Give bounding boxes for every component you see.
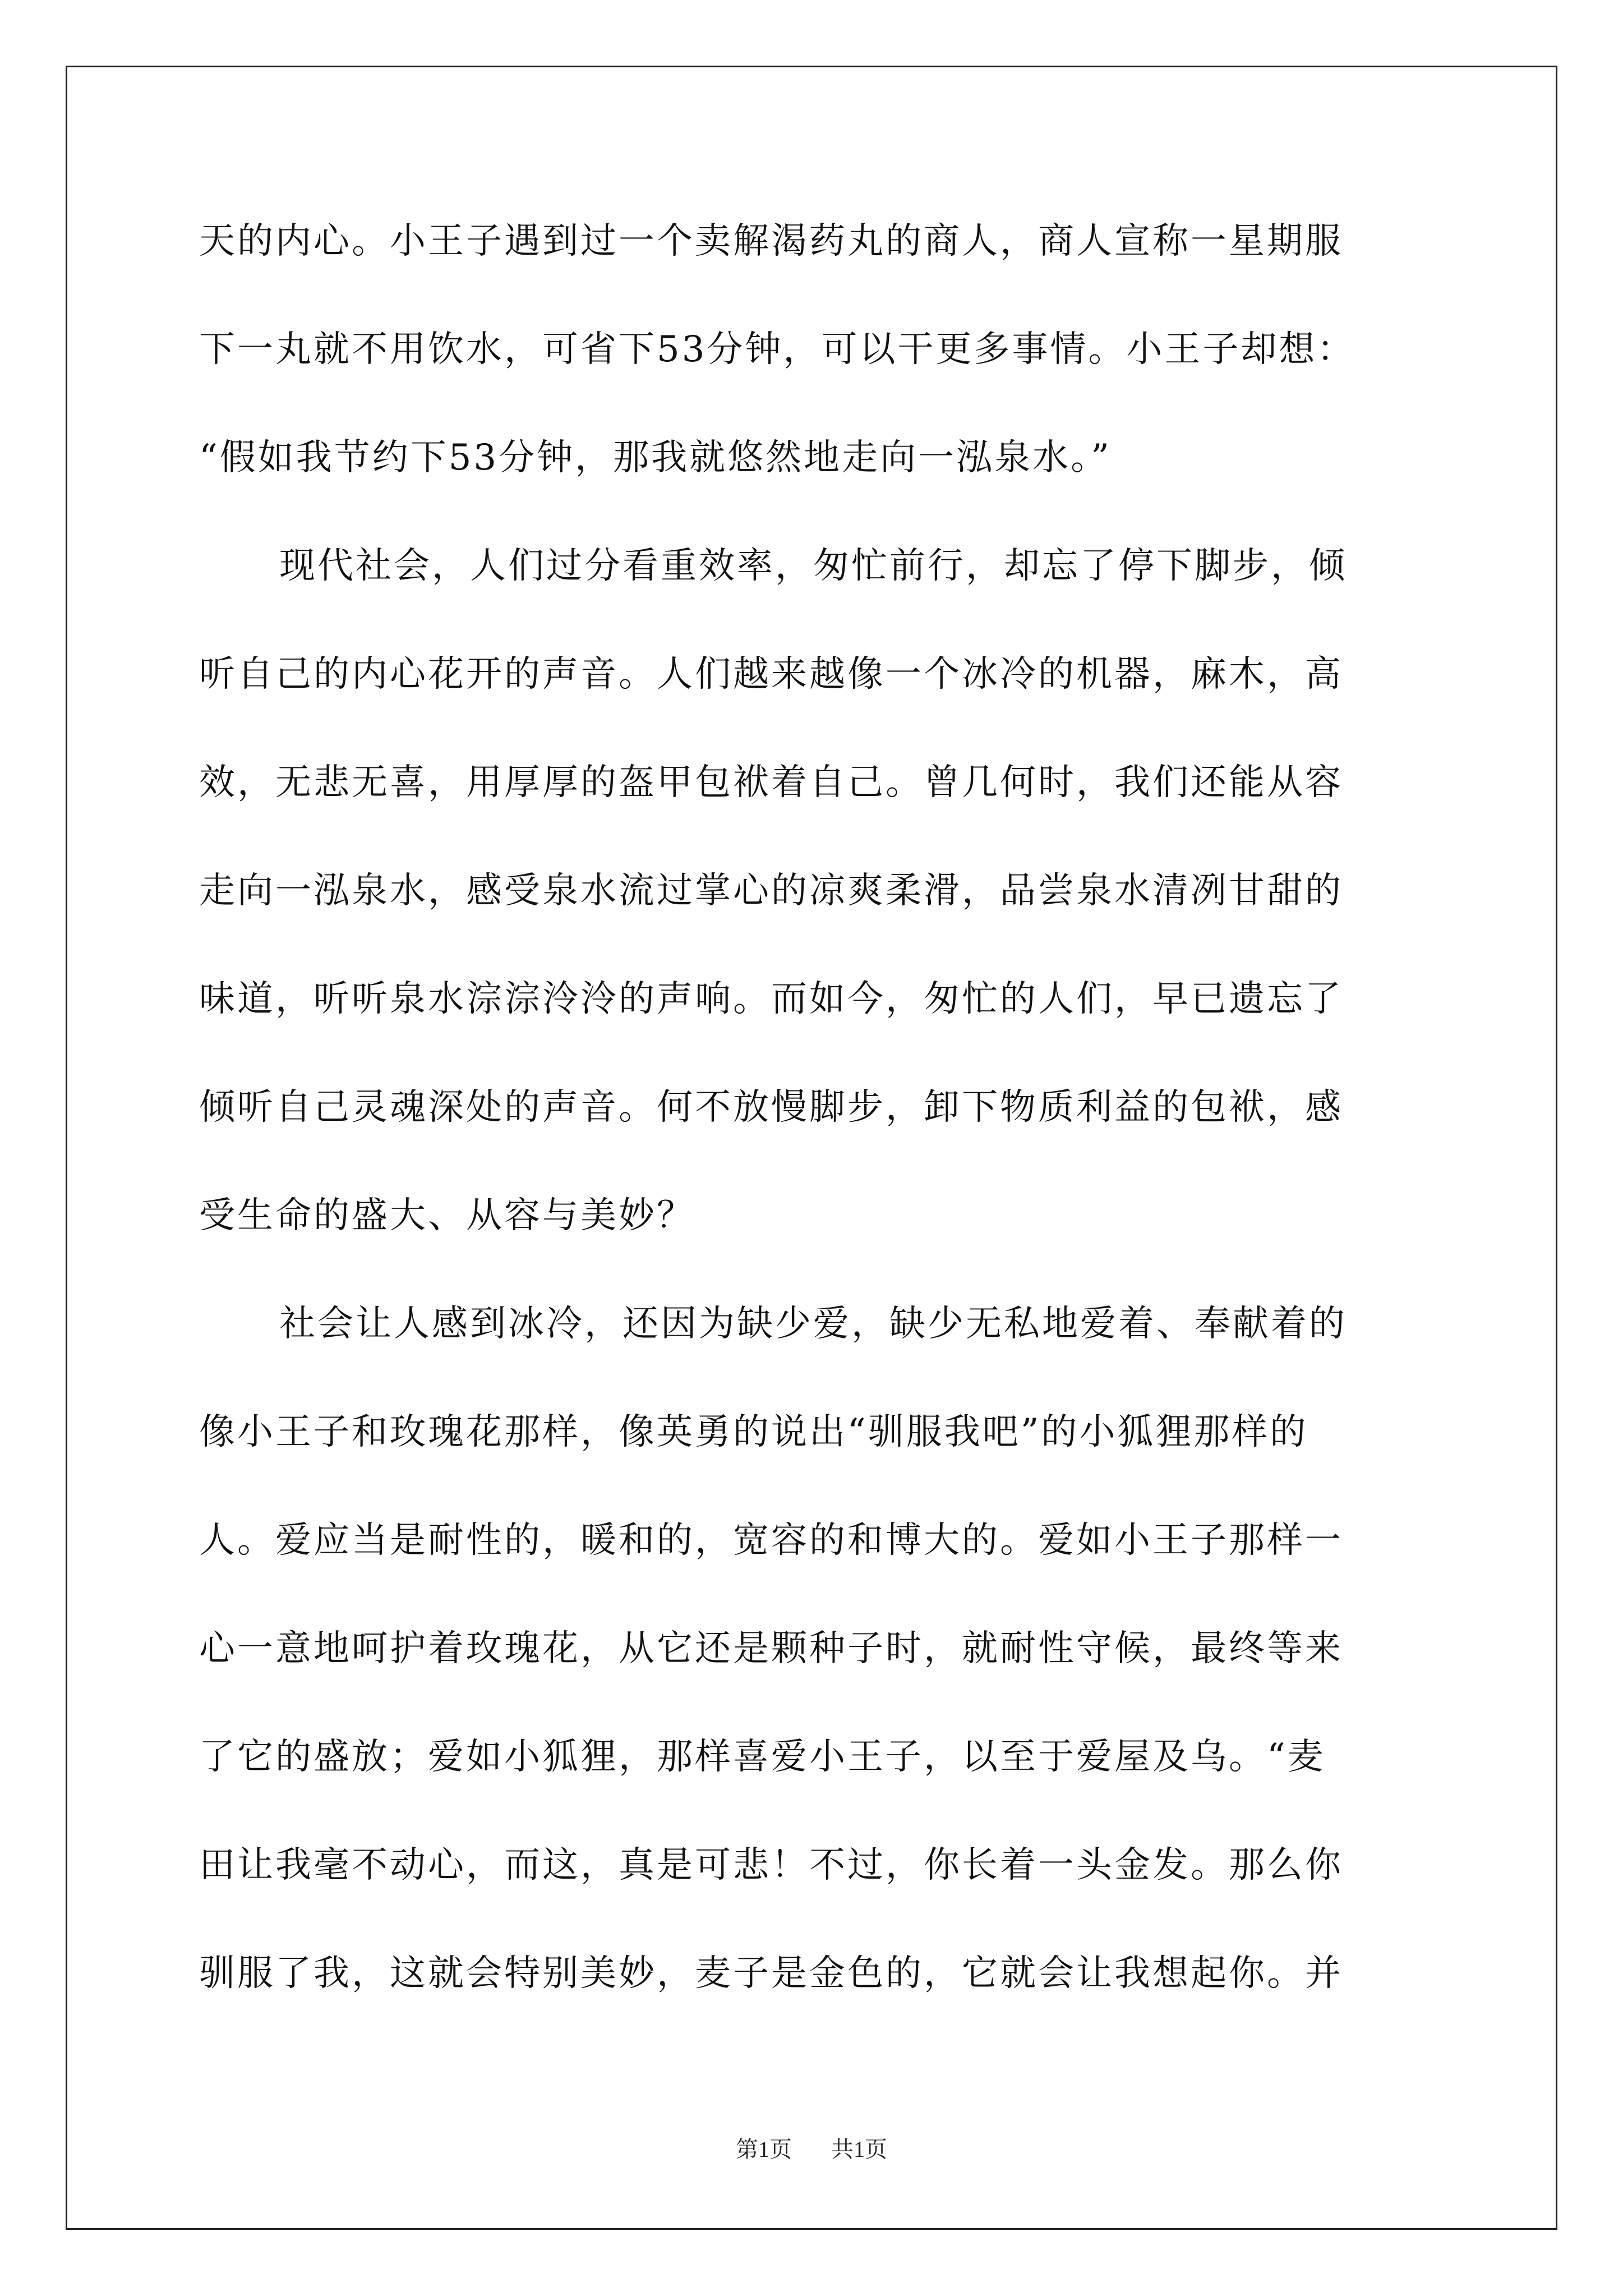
page-footer bbox=[0, 2132, 1623, 2164]
text-line: 听自己的内心花开的声音。人们越来越像一个冰冷的机器，麻木，高 bbox=[199, 654, 1343, 695]
text-line: 驯服了我，这就会特别美妙，麦子是金色的，它就会让我想起你。并 bbox=[199, 1953, 1343, 1994]
text-line: 天的内心。小王子遇到过一个卖解渴药丸的商人，商人宣称一星期服 bbox=[199, 220, 1343, 262]
paragraph-start-line: 现代社会，人们过分看重效率，匆忙前行，却忘了停下脚步，倾 bbox=[279, 545, 1347, 587]
text-line: 味道，听听泉水淙淙泠泠的声响。而如今，匆忙的人们，早已遗忘了 bbox=[199, 978, 1343, 1020]
text-line: 心一意地呵护着玫瑰花，从它还是颗种子时，就耐性守候，最终等来 bbox=[199, 1628, 1343, 1669]
text-line: 效，无悲无喜，用厚厚的盔甲包袱着自己。曾几何时，我们还能从容 bbox=[199, 762, 1343, 803]
text-line: 像小王子和玫瑰花那样，像英勇的说出“驯服我吧”的小狐狸那样的 bbox=[199, 1411, 1308, 1453]
text-line: 下一丸就不用饮水，可省下53分钟，可以干更多事情。小王子却想： bbox=[199, 329, 1355, 370]
text-line: 人。爱应当是耐性的，暖和的，宽容的和博大的。爱如小王子那样一 bbox=[199, 1520, 1343, 1561]
text-line: 受生命的盛大、从容与美妙？ bbox=[199, 1195, 695, 1236]
text-line: 了它的盛放；爱如小狐狸，那样喜爱小王子，以至于爱屋及乌。“麦 bbox=[199, 1736, 1326, 1778]
text-line: 田让我毫不动心，而这，真是可悲！不过，你长着一头金发。那么你 bbox=[199, 1844, 1343, 1886]
text-line: “假如我节约下53分钟，那我就悠然地走向一泓泉水。” bbox=[199, 437, 1112, 478]
text-line: 倾听自己灵魂深处的声音。何不放慢脚步，卸下物质利益的包袱，感 bbox=[199, 1087, 1343, 1128]
page-number: 第1页 bbox=[736, 2137, 792, 2162]
page-total: 共1页 bbox=[831, 2137, 887, 2162]
text-line: 走向一泓泉水，感受泉水流过掌心的凉爽柔滑，品尝泉水清冽甘甜的 bbox=[199, 870, 1343, 912]
paragraph-start-line: 社会让人感到冰冷，还因为缺少爱，缺少无私地爱着、奉献着的 bbox=[279, 1303, 1347, 1345]
document-body bbox=[199, 213, 1426, 2054]
